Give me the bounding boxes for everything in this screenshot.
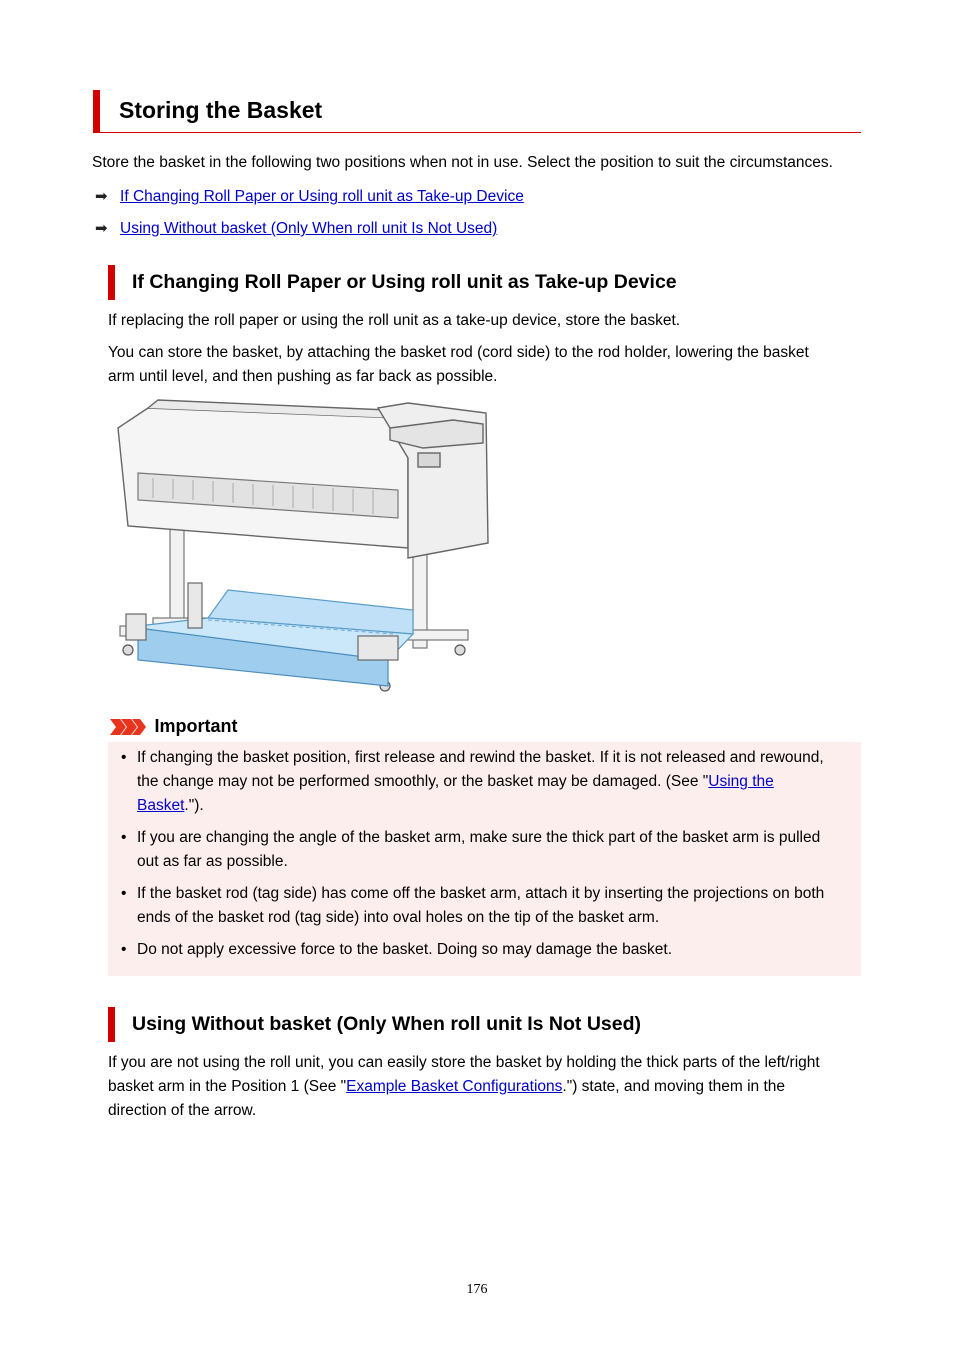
page-title: Storing the Basket: [119, 97, 323, 123]
arrow-right-icon: ➡: [95, 220, 108, 237]
paragraph-line: arm until level, and then pushing as far back as possible.: [108, 368, 498, 385]
link-row-1: [95, 185, 524, 209]
link-using-the-basket[interactable]: Using the: [708, 773, 774, 790]
important-chevrons-icon: [108, 717, 148, 737]
item-line: If changing the basket position, first release and rewind the basket. If it is not released and rewound,: [137, 749, 824, 766]
heading-rule: [100, 132, 861, 133]
section1-heading: If Changing Roll Paper or Using roll unit as Take-up Device: [132, 271, 677, 293]
paragraph-line: You can store the basket, by attaching the basket rod (cord side) to the rod holder, lowering the basket: [108, 344, 809, 361]
arrow-right-icon: ➡: [95, 188, 108, 205]
important-label: Important: [154, 716, 238, 736]
link-changing-roll-paper[interactable]: If Changing Roll Paper or Using roll unit as Take-up Device: [120, 188, 524, 205]
section2-heading: Using Without basket (Only When roll unit Is Not Used): [132, 1013, 641, 1035]
link-row-2: [95, 217, 497, 241]
intro-text: Store the basket in the following two positions when not in use. Select the position to suit the circumstances.: [92, 154, 833, 171]
item-line: ends of the basket rod (tag side) into oval holes on the tip of the basket arm.: [137, 909, 660, 926]
section1-paragraph-2: [108, 341, 809, 389]
page-number: 176: [466, 1282, 488, 1297]
printer-basket-illustration: [108, 398, 493, 700]
important-item-3: [137, 882, 857, 930]
paragraph-text: basket arm in the Position 1 (See ": [108, 1078, 347, 1095]
important-header: [108, 716, 237, 737]
bullet-marker: •: [121, 885, 127, 902]
paragraph-line: [108, 1075, 820, 1099]
item-line: If the basket rod (tag side) has come off the basket arm, attach it by inserting the projections on both: [137, 885, 825, 902]
section-accent-bar: [108, 265, 115, 300]
paragraph-line: direction of the arrow.: [108, 1102, 257, 1119]
important-item-2: [137, 826, 857, 874]
link-using-the-basket[interactable]: Basket: [137, 797, 185, 814]
section2-paragraph: [108, 1051, 820, 1123]
bullet-marker: •: [121, 829, 127, 846]
item-line: Do not apply excessive force to the basket. Doing so may damage the basket.: [137, 941, 673, 958]
link-without-basket[interactable]: Using Without basket (Only When roll unit Is Not Used): [120, 220, 498, 237]
item-line: [137, 794, 857, 818]
paragraph-line: If you are not using the roll unit, you can easily store the basket by holding the thick parts of the left/right: [108, 1054, 820, 1071]
important-item-4: [137, 938, 857, 962]
item-text: the change may not be performed smoothly, or the basket may be damaged. (See ": [137, 773, 709, 790]
paragraph-text: .") state, and moving them in the: [562, 1078, 786, 1095]
item-line: [137, 770, 857, 794]
section-accent-bar: [108, 1007, 115, 1042]
section1-paragraph-1: If replacing the roll paper or using the roll unit as a take-up device, store the basket.: [108, 312, 681, 329]
bullet-marker: •: [121, 749, 127, 766]
item-line: If you are changing the angle of the basket arm, make sure the thick part of the basket arm is pulled: [137, 829, 821, 846]
link-example-basket-configurations[interactable]: Example Basket Configurations: [346, 1078, 563, 1095]
bullet-marker: •: [121, 941, 127, 958]
important-item-1: [137, 746, 857, 818]
heading-accent-bar: [93, 90, 100, 133]
item-text: .").: [184, 797, 204, 814]
item-line: out as far as possible.: [137, 853, 288, 870]
